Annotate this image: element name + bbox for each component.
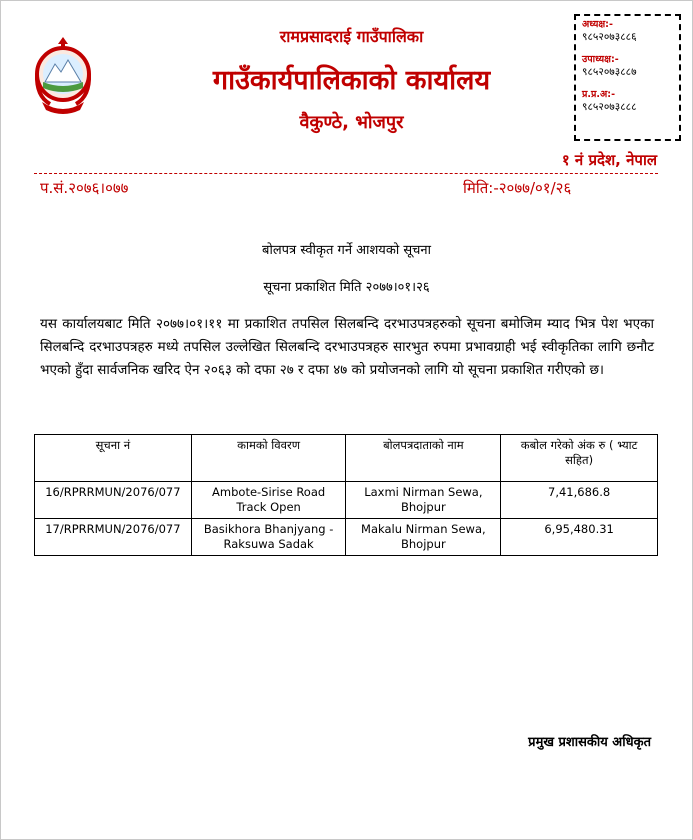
- contact-label-cao: प्र.प्र.अ:-: [582, 89, 616, 100]
- contact-label-vice-chair: उपाध्यक्ष:-: [582, 54, 619, 65]
- table-cell-bid-amount: 7,41,686.8: [501, 482, 658, 519]
- notice-body: यस कार्यालयबाट मिति २०७७।०१।११ मा प्रकाशित तपसिल सिलबन्दि दरभाउपत्रहरुको सूचना बमोजिम म्याद भित्र पेश भएका सिलबन्दि दरभाउपत्रहरु मध्ये तपसिल उल्लेखित सिलबन्दि दरभाउपत्रहरु सारभुत रुपमा प्रभावग्राही भई स्वीकृतिका लागि छनौट भएको हुँदा सार्वजनिक खरिद ऐन २०६३ को दफा २७ र दफा ४७ को प्रयोजनको लागि यो सूचना प्रकाशित गरीएको छ।: [40, 316, 654, 378]
- province-label: १ नं प्रदेश, नेपाल: [561, 151, 657, 169]
- notice-published-date: सूचना प्रकाशित मिति २०७७।०१।२६: [263, 280, 430, 295]
- letter-date: मिति:-२०७७/०१/२६: [463, 179, 572, 197]
- table-header-row: [35, 435, 658, 482]
- table-cell-bidder-name: Makalu Nirman Sewa, Bhojpur: [346, 519, 501, 556]
- table-row: [35, 482, 658, 519]
- contact-number-chair: ९८५२०७३८८६: [582, 31, 637, 43]
- signature-title: प्रमुख प्रशासकीय अधिकृत: [528, 735, 651, 750]
- table-row: [35, 519, 658, 556]
- table-cell-bid-amount: 6,95,480.31: [501, 519, 658, 556]
- contact-number-vice-chair: ९८५२०७३८८७: [582, 66, 637, 78]
- table-header-work-description: कामको विवरण: [191, 435, 346, 482]
- table-cell-notice-no: 17/RPRRMUN/2076/077: [35, 519, 192, 556]
- table-header-bid-amount: कबोल गरेको अंक रु ( भ्याट सहित): [501, 435, 658, 482]
- table-header-bidder-name: बोलपत्रदाताको नाम: [346, 435, 501, 482]
- contact-label-chair: अध्यक्ष:-: [582, 19, 613, 30]
- table-cell-work-description: Ambote-Sirise Road Track Open: [191, 482, 346, 519]
- office-name: गाउँकार्यपालिकाको कार्यालय: [212, 65, 491, 96]
- contact-box: [574, 14, 681, 141]
- table-cell-notice-no: 16/RPRRMUN/2076/077: [35, 482, 192, 519]
- office-location: वैकुण्ठे, भोजपुर: [299, 112, 404, 133]
- municipality-name: रामप्रसादराई गाउँपालिका: [279, 27, 424, 46]
- contact-number-cao: ९८५२०७३८८८: [582, 101, 637, 113]
- table-header-notice-no: सूचना नं: [35, 435, 192, 482]
- table-cell-bidder-name: Laxmi Nirman Sewa, Bhojpur: [346, 482, 501, 519]
- header-divider: [34, 173, 658, 174]
- notice-title: बोलपत्र स्वीकृत गर्ने आशयको सूचना: [262, 243, 431, 258]
- bid-table: [34, 434, 658, 556]
- table-cell-work-description: Basikhora Bhanjyang - Raksuwa Sadak: [191, 519, 346, 556]
- reference-number: प.सं.२०७६।०७७: [40, 179, 129, 197]
